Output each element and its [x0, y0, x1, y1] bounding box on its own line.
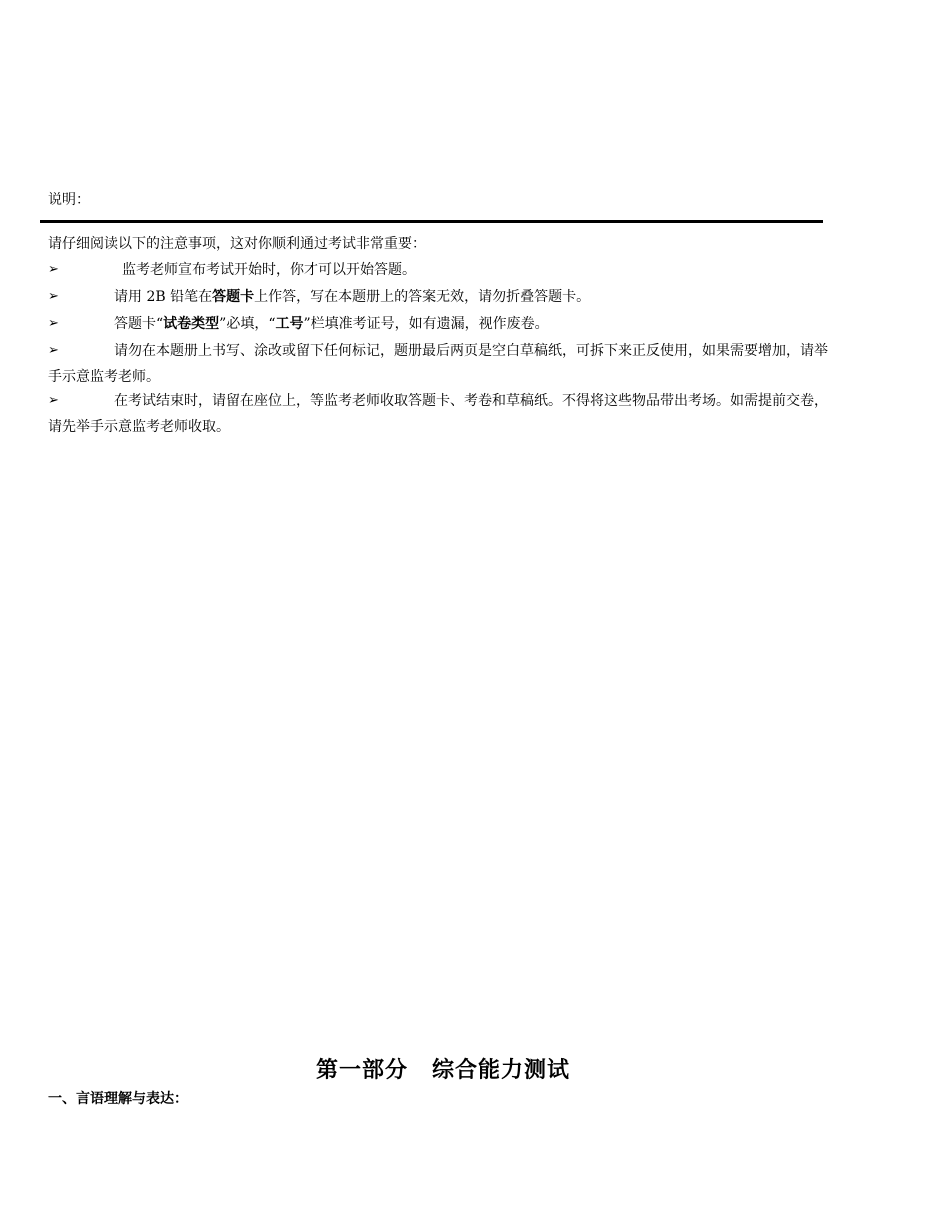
instruction-item-3	[48, 311, 840, 337]
instruction-text: ”栏填准考证号，如有遗漏，视作废卷。	[303, 316, 549, 332]
bullet-arrow-icon: ➢	[48, 262, 59, 277]
instruction-emphasis: 工号	[275, 316, 304, 332]
instruction-text: 请用 2B 铅笔在	[114, 289, 213, 305]
section-title: 一、言语理解与表达：	[48, 1091, 188, 1107]
instructions-label: 说明：	[48, 192, 90, 208]
instructions-intro: 请仔细阅读以下的注意事项，这对你顺利通过考试非常重要：	[48, 236, 426, 252]
bullet-arrow-icon: ➢	[48, 316, 59, 331]
part-title	[0, 1056, 886, 1086]
part-title-name: 综合能力测试	[432, 1058, 571, 1083]
part-title-number: 第一部分	[315, 1058, 408, 1083]
bullet-arrow-icon: ➢	[48, 393, 59, 408]
instruction-emphasis: 试卷类型	[163, 316, 220, 332]
instruction-text: 请勿在本题册上书写、涂改或留下任何标记，题册最后两页是空白草稿纸，可拆下来正反使用，如果需要增加，请举手示意监考老师。	[48, 343, 828, 385]
bullet-arrow-icon: ➢	[48, 289, 59, 304]
instruction-text: 上作答，写在本题册上的答案无效，请勿折叠答题卡。	[254, 289, 591, 305]
bullet-arrow-icon: ➢	[48, 343, 59, 358]
instruction-item-1	[48, 257, 840, 283]
instruction-item-5	[48, 388, 840, 440]
instruction-item-4	[48, 338, 840, 390]
instruction-text: ”必填，“	[219, 316, 276, 332]
instruction-text: 答题卡“	[114, 316, 164, 332]
instruction-text: 监考老师宣布考试开始时，你才可以开始答题。	[122, 262, 416, 278]
divider-rule	[40, 220, 823, 223]
instruction-text: 在考试结束时，请留在座位上，等监考老师收取答题卡、考卷和草稿纸。不得将这些物品带出考场。如需提前交卷，请先举手示意监考老师收取。	[48, 393, 828, 435]
instruction-item-2	[48, 284, 840, 310]
instruction-emphasis: 答题卡	[212, 289, 255, 305]
